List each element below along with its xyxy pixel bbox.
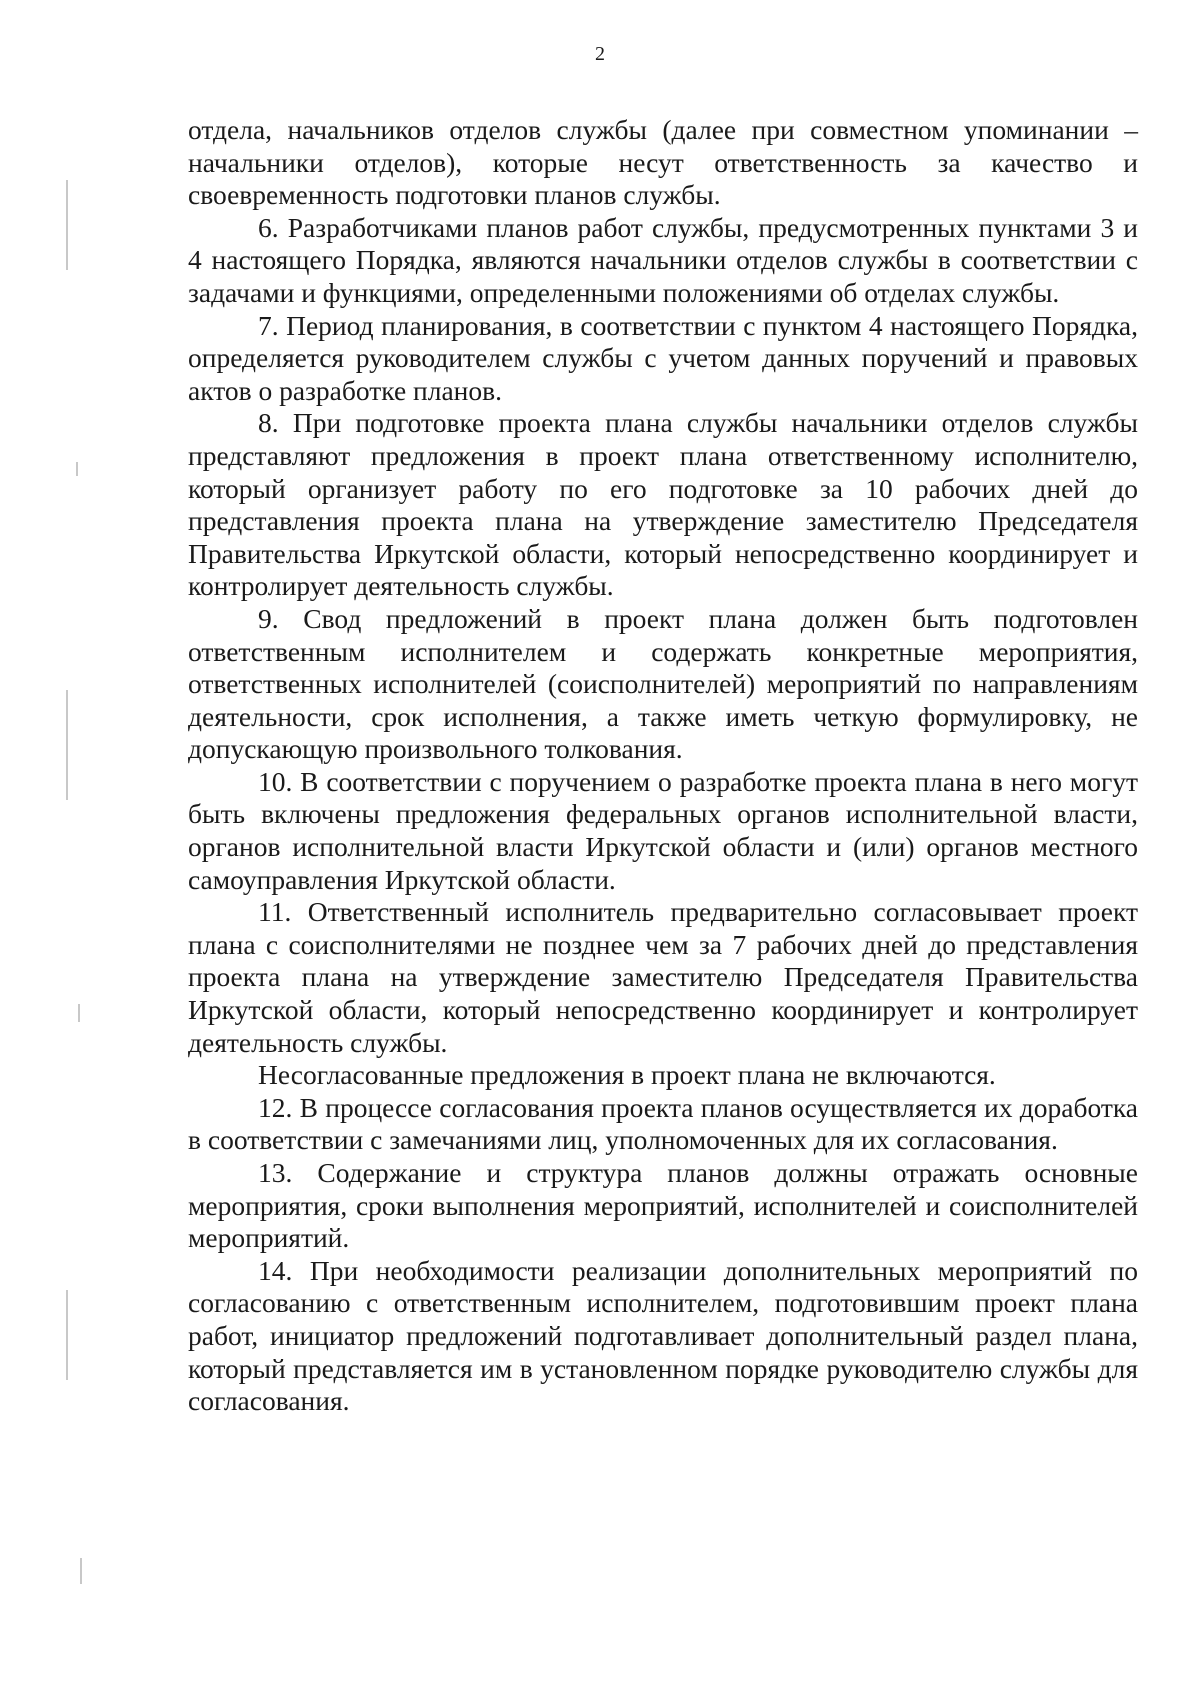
scan-artifact bbox=[66, 690, 68, 800]
paragraph-item-12: 12. В процессе согласования проекта планов осуществляется их доработка в соответствии с замечаниями лиц, уполномоченных для их согласования. bbox=[188, 1091, 1138, 1156]
paragraph-item-9: 9. Свод предложений в проект плана должен быть подготовлен ответственным исполнителем и содержать конкретные мероприятия, ответственных исполнителей (соисполнителей) мероприятий по направлениям деятельности, срок исполнения, а также иметь четкую формулировку, не допускающую произвольного толкования. bbox=[188, 602, 1138, 765]
paragraph-item-6: 6. Разработчиками планов работ службы, предусмотренных пунктами 3 и 4 настоящего Порядка, являются начальники отделов службы в соответствии с задачами и функциями, определенными положениями об отделах службы. bbox=[188, 211, 1138, 308]
scan-artifact bbox=[66, 180, 68, 270]
document-body bbox=[188, 114, 1138, 1418]
paragraph-item-7: 7. Период планирования, в соответствии с пунктом 4 настоящего Порядка, определяется руководителем службы с учетом данных поручений и правовых актов о разработке планов. bbox=[188, 309, 1138, 406]
scan-artifact bbox=[78, 1004, 80, 1022]
paragraph-item-13: 13. Содержание и структура планов должны отражать основные мероприятия, сроки выполнения мероприятий, исполнителей и соисполнителей мероприятий. bbox=[188, 1157, 1138, 1254]
scan-artifact bbox=[76, 462, 78, 476]
paragraph-note: Несогласованные предложения в проект плана не включаются. bbox=[258, 1059, 996, 1091]
page-number: 2 bbox=[595, 43, 605, 65]
paragraph-item-10: 10. В соответствии с поручением о разработке проекта плана в него могут быть включены предложения федеральных органов исполнительной власти, органов исполнительной власти Иркутской области и (или) органов местного самоуправления Иркутской области. bbox=[188, 765, 1138, 895]
paragraph-item-14: 14. При необходимости реализации дополнительных мероприятий по согласованию с ответственным исполнителем, подготовившим проект плана работ, инициатор предложений подготавливает дополнительный раздел плана, который представляется им в установленном порядке руководителю службы для согласования. bbox=[188, 1254, 1138, 1417]
paragraph-item-11: 11. Ответственный исполнитель предварительно согласовывает проект плана с соисполнителями не позднее чем за 7 рабочих дней до представления проекта плана на утверждение заместителю Председателя Правительства Иркутской области, который непосредственно координирует и контролирует деятельность службы. bbox=[188, 896, 1138, 1058]
scan-artifact bbox=[66, 1290, 68, 1380]
scan-artifact bbox=[80, 1558, 82, 1584]
paragraph-continuation: отдела, начальников отделов службы (далее при совместном упоминании – начальники отделов), которые несут ответственность за качество и своевременность подготовки планов службы. bbox=[188, 114, 1138, 211]
paragraph-item-8: 8. При подготовке проекта плана службы начальники отделов службы представляют предложения в проект плана ответственному исполнителю, который организует работу по его подготовке за 10 рабочих дней до представления проекта плана на утверждение заместителю Председателя Правительства Иркутской области, который непосредственно координирует и контролирует деятельность службы. bbox=[188, 407, 1138, 602]
